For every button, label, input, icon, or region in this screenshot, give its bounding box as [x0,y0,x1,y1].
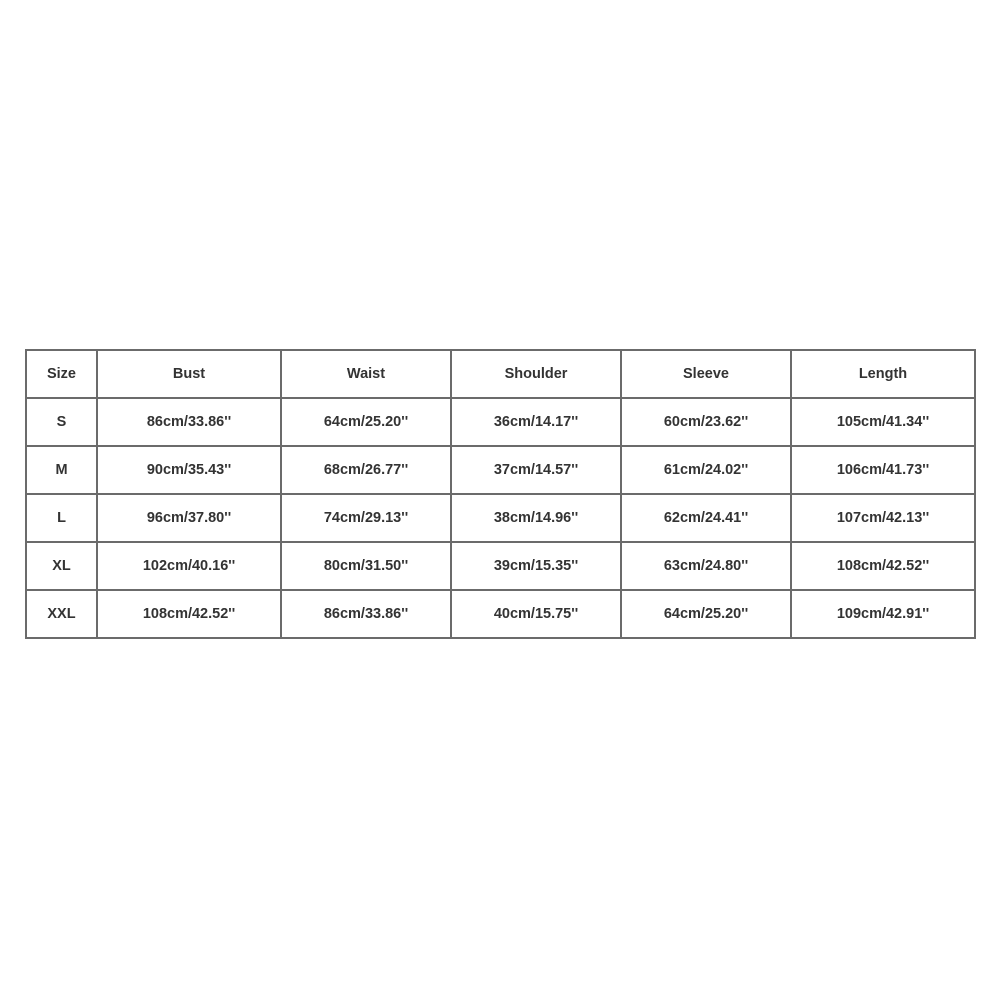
waist-cell: 64cm/25.20'' [281,398,451,446]
length-cell: 105cm/41.34'' [791,398,975,446]
length-cell: 108cm/42.52'' [791,542,975,590]
bust-cell: 108cm/42.52'' [97,590,281,638]
size-cell: S [26,398,97,446]
sleeve-cell: 62cm/24.41'' [621,494,791,542]
size-cell: XXL [26,590,97,638]
table-row [26,542,975,590]
header-bust: Bust [97,350,281,398]
shoulder-cell: 39cm/15.35'' [451,542,621,590]
waist-cell: 80cm/31.50'' [281,542,451,590]
waist-cell: 74cm/29.13'' [281,494,451,542]
length-cell: 109cm/42.91'' [791,590,975,638]
shoulder-cell: 40cm/15.75'' [451,590,621,638]
header-sleeve: Sleeve [621,350,791,398]
table-row [26,494,975,542]
bust-cell: 96cm/37.80'' [97,494,281,542]
shoulder-cell: 36cm/14.17'' [451,398,621,446]
waist-cell: 86cm/33.86'' [281,590,451,638]
header-length: Length [791,350,975,398]
size-cell: XL [26,542,97,590]
table-row [26,590,975,638]
size-cell: L [26,494,97,542]
size-chart-container [25,349,974,639]
length-cell: 106cm/41.73'' [791,446,975,494]
shoulder-cell: 38cm/14.96'' [451,494,621,542]
sleeve-cell: 64cm/25.20'' [621,590,791,638]
sleeve-cell: 63cm/24.80'' [621,542,791,590]
sleeve-cell: 60cm/23.62'' [621,398,791,446]
shoulder-cell: 37cm/14.57'' [451,446,621,494]
bust-cell: 90cm/35.43'' [97,446,281,494]
table-row [26,398,975,446]
header-size: Size [26,350,97,398]
header-row [26,350,975,398]
waist-cell: 68cm/26.77'' [281,446,451,494]
table-row [26,446,975,494]
bust-cell: 86cm/33.86'' [97,398,281,446]
bust-cell: 102cm/40.16'' [97,542,281,590]
size-chart-table [25,349,976,639]
sleeve-cell: 61cm/24.02'' [621,446,791,494]
length-cell: 107cm/42.13'' [791,494,975,542]
size-cell: M [26,446,97,494]
header-shoulder: Shoulder [451,350,621,398]
header-waist: Waist [281,350,451,398]
